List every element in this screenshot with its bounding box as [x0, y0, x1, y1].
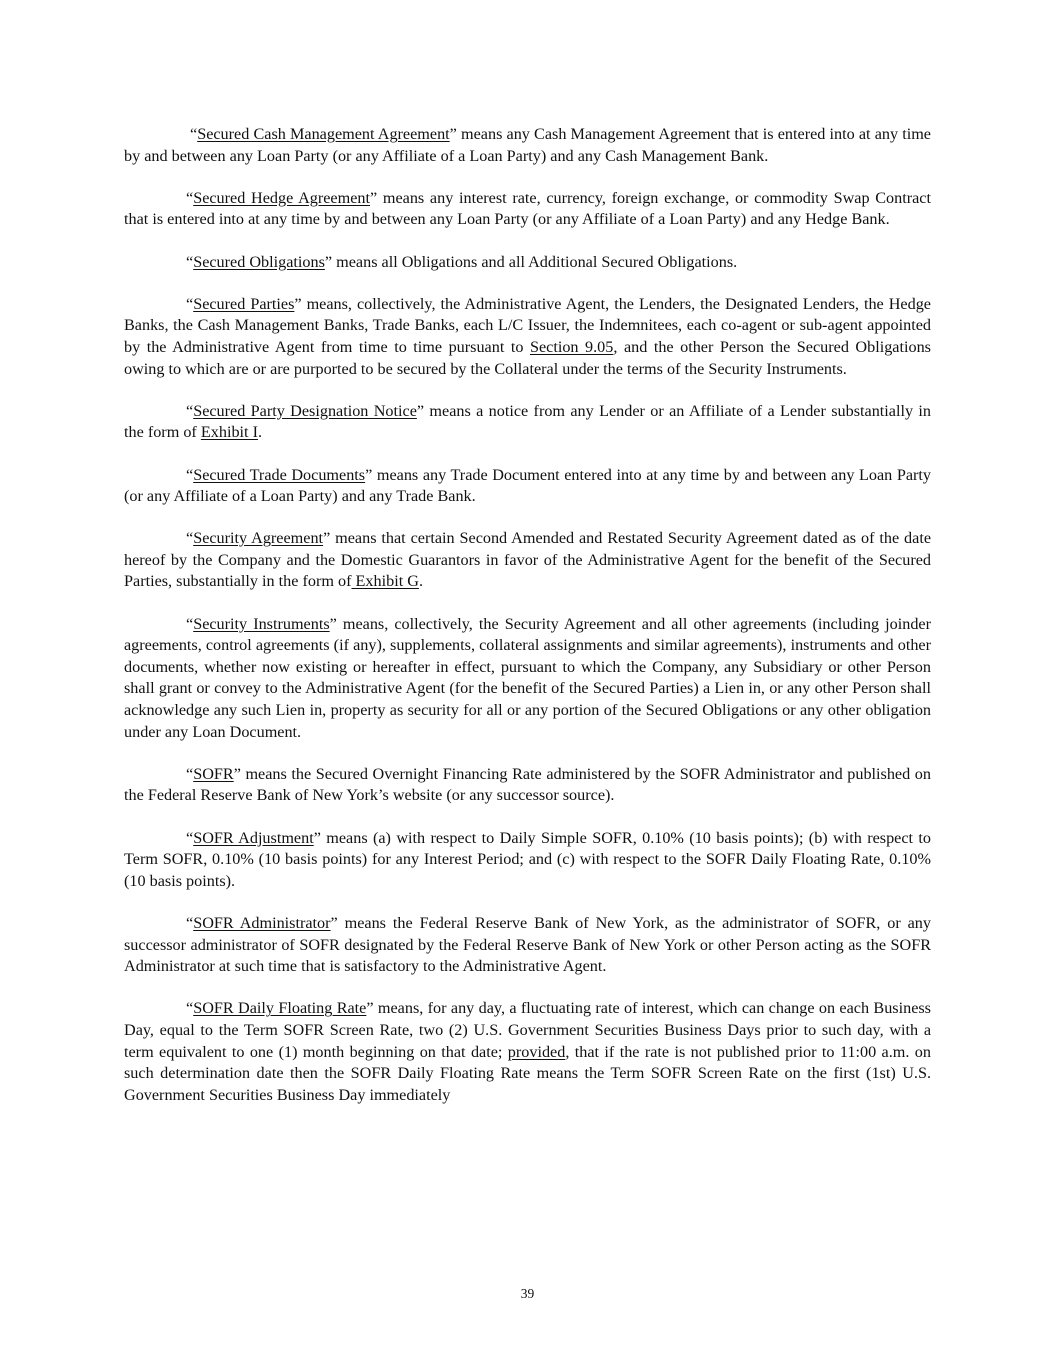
definition-text: means a notice from any Lender or an Affiliate of a Lender substantially in the form of: [124, 401, 931, 442]
definition-text: means all Obligations and all Additional Secured Obligations.: [332, 252, 738, 271]
close-quote: ”: [366, 999, 374, 1018]
definition-paragraph: [124, 124, 931, 167]
close-quote: ”: [233, 764, 241, 783]
definition-text: , that if the rate is not published prior to 11:00 a.m. on such determination date then the SOFR Daily Floating Rate means the Term SOFR Screen Rate on the first (1st) U.S. Government Securities Business Day immediately: [124, 1042, 931, 1104]
definition-text: means any Cash Management Agreement that is entered into at any time by and between any Loan Party (or any Affiliate of a Loan Party) and any Cash Management Bank.: [124, 125, 931, 165]
definition-paragraph: [124, 294, 931, 380]
close-quote: ”: [416, 401, 425, 420]
definition-paragraph: [124, 764, 931, 807]
open-quote: “: [186, 529, 194, 548]
close-quote: ”: [323, 529, 331, 548]
definition-text: means, collectively, the Security Agreement and all other agreements (including joinder agreements, control agreements (if any), supplements, collateral assignments and similar agreements), instruments and other documents, whether now existing or hereafter in effect, pursuant to which the Company, any Subsidiary or other Person shall grant or convey to the Administrative Agent (for the benefit of the Secured Parties) a Lien in, or any other Person shall acknowledge any such Lien in, property as security for all or any portion of the Secured Obligations or any other obligation under any Loan Document.: [124, 614, 931, 741]
defined-term: SOFR Adjustment: [193, 828, 314, 847]
open-quote: “: [186, 465, 194, 484]
cross-reference: Exhibit G: [351, 572, 419, 591]
close-quote: ”: [324, 252, 333, 271]
defined-term: SOFR Administrator: [193, 913, 331, 932]
defined-term: SOFR Daily Floating Rate: [193, 999, 367, 1018]
cross-reference: Section 9.05: [529, 337, 614, 356]
defined-term: Secured Parties: [193, 294, 295, 313]
close-quote: ”: [449, 125, 457, 143]
definition-text: means, for any day, a fluctuating rate of interest, which can change on each Business Day, equal to the Term SOFR Screen Rate, two (2) U.S. Government Securities Business Days prior to such day, with a term equivalent to one (1) month beginning on that date;: [124, 999, 931, 1061]
close-quote: ”: [294, 294, 302, 313]
open-quote: “: [190, 125, 198, 143]
definition-text: , and the other Person the Secured Obligations owing to which are or are purported to be secured by the Collateral under the terms of the Security Instruments.: [124, 337, 931, 378]
close-quote: ”: [365, 465, 373, 484]
open-quote: “: [186, 913, 194, 932]
definition-paragraph: [124, 828, 931, 893]
open-quote: “: [186, 401, 194, 420]
definition-paragraph: [124, 401, 931, 444]
open-quote: “: [186, 294, 194, 313]
definition-paragraph: [124, 614, 931, 744]
defined-term: Secured Obligations: [193, 252, 325, 271]
open-quote: “: [186, 828, 194, 847]
definition-paragraph: [124, 913, 931, 978]
definition-text: means any interest rate, currency, foreign exchange, or commodity Swap Contract that is entered into at any time by and between any Loan Party (or any Affiliate of a Loan Party) and any Hedge Bank.: [124, 188, 931, 229]
defined-term: Secured Party Designation Notice: [193, 401, 417, 420]
open-quote: “: [186, 999, 194, 1018]
definition-paragraph: [124, 998, 931, 1106]
close-quote: ”: [329, 614, 337, 633]
defined-term: Secured Trade Documents: [193, 465, 366, 484]
definition-text: means the Federal Reserve Bank of New York, as the administrator of SOFR, or any successor administrator of SOFR designated by the Federal Reserve Bank of New York or other Person acting as the SOFR Administrator at such time that is satisfactory to the Administrative Agent.: [124, 913, 931, 976]
definition-paragraph: [124, 465, 931, 508]
defined-term: Secured Hedge Agreement: [193, 188, 370, 207]
open-quote: “: [186, 764, 194, 783]
close-quote: ”: [313, 828, 321, 847]
definition-text: .: [257, 423, 263, 442]
definition-text: means any Trade Document entered into at any time by and between any Loan Party (or any Affiliate of a Loan Party) and any Trade Bank.: [124, 465, 932, 506]
definition-paragraph: [124, 188, 931, 231]
definition-paragraph: [124, 528, 931, 593]
close-quote: ”: [330, 913, 338, 932]
definition-text: .: [418, 572, 423, 591]
close-quote: ”: [369, 188, 378, 207]
defined-term: SOFR: [193, 764, 234, 783]
definition-text: means the Secured Overnight Financing Rate administered by the SOFR Administrator and published on the Federal Reserve Bank of New York’s website (or any successor source).: [124, 764, 931, 805]
cross-reference: Exhibit I: [200, 423, 258, 442]
cross-reference: provided: [507, 1042, 566, 1061]
page-number: 39: [520, 1286, 535, 1301]
definition-text: means, collectively, the Administrative Agent, the Lenders, the Designated Lenders, the Hedge Banks, the Cash Management Banks, Trade Banks, each L/C Issuer, the Indemnitees, each co-agent or sub-agent appointed by the Administrative Agent from time to time pursuant to: [124, 294, 931, 356]
defined-term: Security Agreement: [193, 529, 324, 548]
definition-paragraph: [124, 252, 931, 274]
definition-text: means (a) with respect to Daily Simple SOFR, 0.10% (10 basis points); (b) with respect to Term SOFR, 0.10% (10 basis points) for any Interest Period; and (c) with respect to the SOFR Daily Floating Rate, 0.10% (10 basis points).: [124, 828, 931, 890]
defined-term: Secured Cash Management Agreement: [197, 125, 450, 143]
defined-term: Security Instruments: [193, 614, 330, 633]
document-page: [124, 124, 931, 1127]
open-quote: “: [186, 614, 194, 633]
open-quote: “: [186, 188, 194, 207]
open-quote: “: [186, 252, 194, 271]
definition-text: means that certain Second Amended and Restated Security Agreement dated as of the date hereof by the Company and the Domestic Guarantors in favor of the Administrative Agent for the benefit of the Secured Parties, substantially in the form of: [124, 529, 932, 591]
